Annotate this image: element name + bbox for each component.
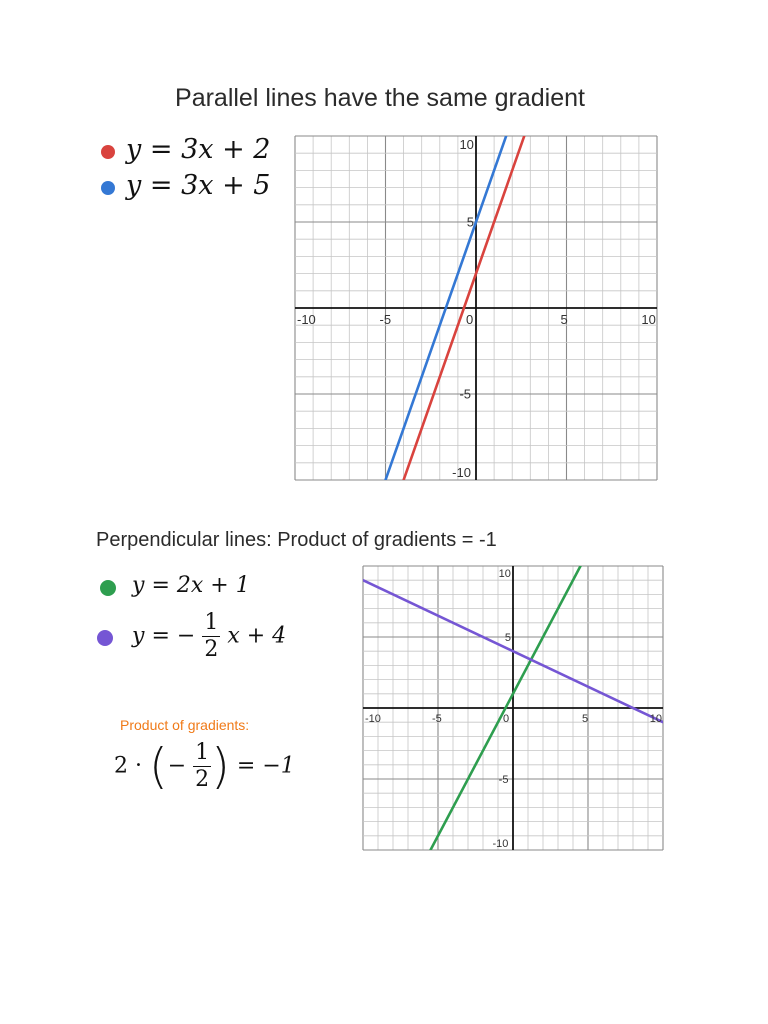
x-tick-label: 10: [641, 312, 656, 327]
x-tick-label: 0: [466, 312, 474, 327]
section2-title: Perpendicular lines: Product of gradients = -1: [96, 529, 497, 551]
x-tick-label: -5: [432, 713, 442, 725]
x-tick-label: 0: [503, 713, 510, 725]
y-tick-label: -10: [492, 838, 509, 850]
x-tick-label: -10: [297, 312, 316, 327]
eq-lhs: y: [126, 134, 142, 165]
y-tick-label: 5: [504, 631, 511, 644]
eq-rhs: 2x + 1: [176, 573, 250, 598]
right-paren: ): [211, 738, 230, 795]
eq-op: =: [151, 623, 170, 649]
product-of-gradients-label: Product of gradients:: [120, 717, 250, 733]
fraction-denominator: 2: [195, 767, 210, 792]
eq-op: =: [149, 134, 173, 165]
x-tick-label: -5: [379, 312, 392, 327]
eq-lhs: y: [132, 623, 145, 649]
x-tick-label: 10: [649, 713, 663, 725]
product-dot: ·: [135, 753, 142, 779]
fraction-numerator: 1: [204, 610, 219, 635]
eq-lhs: y: [126, 170, 142, 201]
y-tick-label: 5: [466, 214, 474, 230]
x-tick-label: -10: [365, 713, 381, 725]
x-tick-label: 5: [560, 312, 568, 327]
fraction-denominator: 2: [204, 637, 219, 662]
fraction-numerator: 1: [195, 740, 210, 765]
section1-title: Parallel lines have the same gradient: [175, 84, 585, 112]
eq-op: =: [149, 170, 173, 201]
eq-lhs: y: [132, 573, 145, 598]
left-paren: (: [149, 738, 168, 795]
y-tick-label: 10: [498, 568, 511, 580]
y-tick-label: 10: [459, 137, 474, 152]
chart-group: [363, 410, 663, 978]
product-neg: −: [167, 753, 187, 779]
x-tick-label: 5: [582, 713, 589, 725]
eq-tail: x + 4: [227, 623, 287, 649]
eq-op: =: [151, 573, 170, 598]
eq-rhs: 3x + 2: [181, 134, 271, 165]
eq-rhs: 3x + 5: [181, 170, 271, 201]
eq-neg: −: [176, 623, 196, 649]
y-tick-label: -5: [498, 773, 509, 786]
y-tick-label: -5: [459, 386, 472, 402]
y-tick-label: -10: [452, 465, 471, 480]
product-result: = −1: [236, 753, 295, 779]
product-a: 2: [114, 753, 128, 779]
